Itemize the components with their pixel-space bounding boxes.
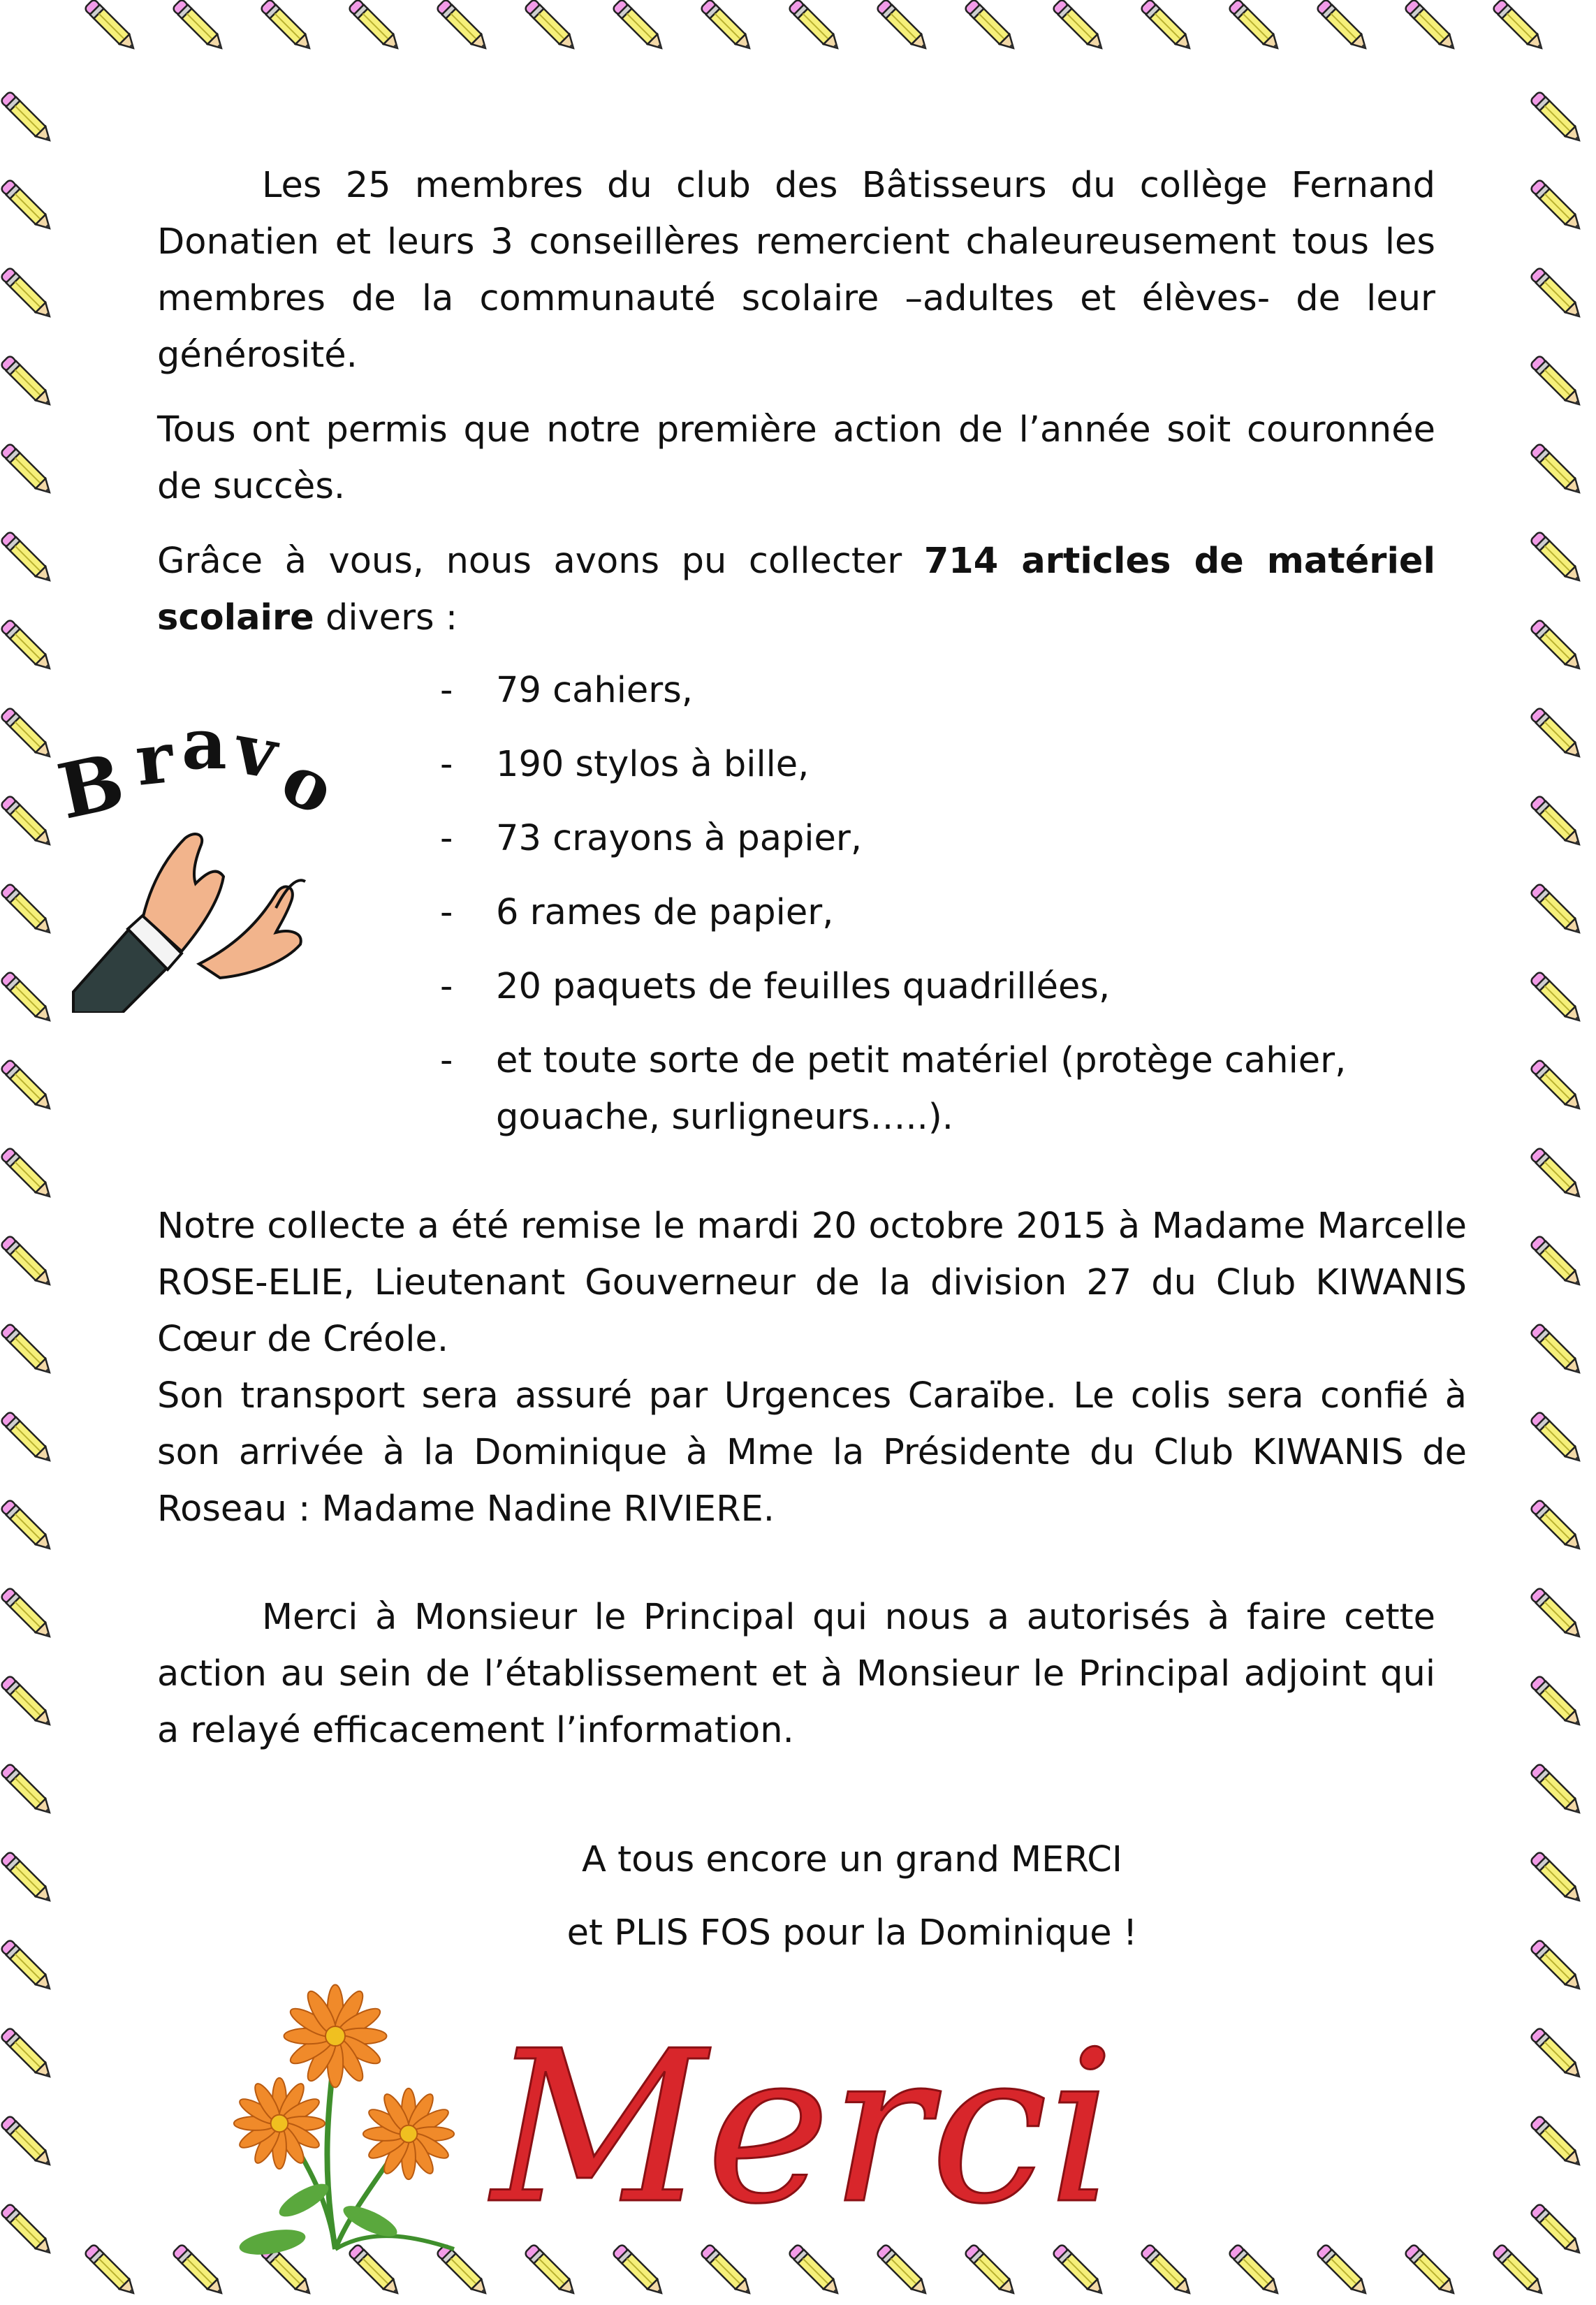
pencil-icon (1530, 91, 1584, 145)
clapping-hands-icon (73, 834, 305, 1013)
pencil-icon (1530, 1411, 1584, 1465)
pencil-icon (1530, 1939, 1584, 1993)
pencil-icon (876, 0, 930, 53)
daisy-flower (363, 2088, 454, 2179)
pencil-icon (1316, 0, 1370, 53)
collection-suffix: divers : (314, 597, 457, 638)
pencil-icon (1530, 1851, 1584, 1905)
collection-paragraph (157, 533, 1435, 646)
pencil-icon (1530, 2203, 1584, 2258)
pencil-icon (1530, 795, 1584, 849)
pencil-icon (1052, 0, 1106, 53)
pencil-icon (0, 91, 54, 145)
pencil-icon (1530, 355, 1584, 409)
orange-daisies-icon (234, 1985, 454, 2260)
pencil-icon (0, 1587, 54, 1641)
closing-block (419, 1823, 1285, 1970)
pencil-icon (0, 443, 54, 497)
pencil-icon (0, 1147, 54, 1201)
pencil-icon (1530, 1675, 1584, 1729)
list-item: - 20 paquets de feuilles quadrillées, (440, 958, 1439, 1015)
pencil-icon (1530, 2027, 1584, 2081)
pencil-icon (1530, 1763, 1584, 1817)
daisy-center (325, 2026, 345, 2046)
closing-line-2: et PLIS FOS pour la Dominique ! (566, 1912, 1138, 1954)
pencil-icon (0, 531, 54, 585)
pencil-icon (1530, 531, 1584, 585)
pencil-icon (1492, 0, 1546, 53)
pencil-icon (0, 267, 54, 321)
pencil-icon (0, 2203, 54, 2258)
pencil-icon (0, 2115, 54, 2169)
pencil-icon (0, 179, 54, 233)
thanks-section (157, 1589, 1435, 1759)
pencil-icon (0, 1939, 54, 1993)
pencil-icon (1530, 707, 1584, 761)
intro-paragraph: Les 25 membres du club des Bâtisseurs du collège Fernand Donatien et leurs 3 conseillères remercient chaleureusement tous les membres de la communauté scolaire –adultes et élèves- de leur générosité. (157, 165, 1435, 376)
pencil-icon (788, 0, 842, 53)
pencil-icon (1530, 883, 1584, 937)
daisy-flower (284, 1985, 387, 2088)
pencil-icon (1530, 1323, 1584, 1377)
merci-illustration (161, 1970, 1425, 2263)
pencil-icon (1530, 1235, 1584, 1289)
pencil-icon (1530, 619, 1584, 673)
pencil-icon (0, 1851, 54, 1905)
handover-paragraph: Notre collecte a été remise le mardi 20 octobre 2015 à Madame Marcelle ROSE-ELIE, Lieutenant Gouverneur de la division 27 du Club KIWANIS Cœur de Créole. (157, 1206, 1467, 1360)
pencil-icon (1140, 0, 1194, 53)
bravo-letter-o: o (269, 737, 347, 832)
pencil-icon (1530, 179, 1584, 233)
pencil-icon (1492, 2244, 1546, 2298)
pencil-icon (1404, 0, 1458, 53)
daisy-center (271, 2115, 288, 2132)
pencil-icon (260, 0, 314, 53)
pencil-icon (1530, 1059, 1584, 1113)
collection-total: 714 articles de matériel scolaire (157, 541, 1435, 638)
thanks-paragraph: Merci à Monsieur le Principal qui nous a autorisés à faire cette action au sein de l’établissement et à Monsieur le Principal adjoint qui a relayé efficacement l’information. (157, 1597, 1435, 1751)
list-item: - et toute sorte de petit matériel (protège cahier, gouache, surligneurs…..). (440, 1032, 1439, 1146)
pencil-icon (0, 355, 54, 409)
pencil-icon (0, 1763, 54, 1817)
daisy-center (400, 2125, 418, 2143)
success-paragraph: Tous ont permis que notre première action de l’année soit couronnée de succès. (157, 409, 1435, 507)
pencil-icon (1228, 0, 1282, 53)
pencil-icon (0, 1235, 54, 1289)
pencil-icon (84, 0, 138, 53)
list-item: - 6 rames de papier, (440, 884, 1439, 941)
pencil-icon (436, 0, 490, 53)
pencil-icon (348, 0, 402, 53)
pencil-icon (172, 0, 226, 53)
bravo-letter-v: v (228, 706, 284, 796)
bravo-letter-r: r (131, 716, 177, 802)
pencil-icon (1530, 1499, 1584, 1553)
collection-intro-text: Grâce à vous, nous avons pu collecter (157, 541, 924, 582)
bravo-letter-b: B (50, 737, 132, 837)
pencil-icon (1530, 1587, 1584, 1641)
pencil-icon (0, 1499, 54, 1553)
pencil-icon (0, 1059, 54, 1113)
pencil-icon (1530, 971, 1584, 1025)
list-item: - 73 crayons à papier, (440, 810, 1439, 867)
pencil-icon (524, 0, 578, 53)
pencil-icon (1530, 2115, 1584, 2169)
letter-body (157, 157, 1435, 646)
pencil-icon (0, 619, 54, 673)
closing-line-1: A tous encore un grand MERCI (582, 1839, 1122, 1880)
transport-paragraph: Son transport sera assuré par Urgences Caraïbe. Le colis sera confié à son arrivée à la Dominique à Mme la Présidente du Club KIWANIS de Roseau : Madame Nadine RIVIERE. (157, 1375, 1467, 1530)
daisy-flower (234, 2078, 325, 2169)
bravo-illustration (45, 698, 374, 1013)
pencil-icon (1530, 1147, 1584, 1201)
merci-word: Merci (491, 2006, 1115, 2250)
pencil-icon (0, 1411, 54, 1465)
pencil-icon (1530, 267, 1584, 321)
pencil-icon (612, 0, 666, 53)
bravo-letter-a: a (182, 703, 227, 785)
supplies-list (440, 662, 1439, 1163)
list-item: - 79 cahiers, (440, 662, 1439, 719)
list-item: - 190 stylos à bille, (440, 736, 1439, 793)
pencil-icon (700, 0, 754, 53)
delivery-section (157, 1198, 1467, 1537)
pencil-icon (84, 2244, 138, 2298)
pencil-icon (964, 0, 1018, 53)
pencil-icon (1530, 443, 1584, 497)
pencil-icon (0, 1323, 54, 1377)
pencil-icon (0, 1675, 54, 1729)
pencil-icon (0, 2027, 54, 2081)
